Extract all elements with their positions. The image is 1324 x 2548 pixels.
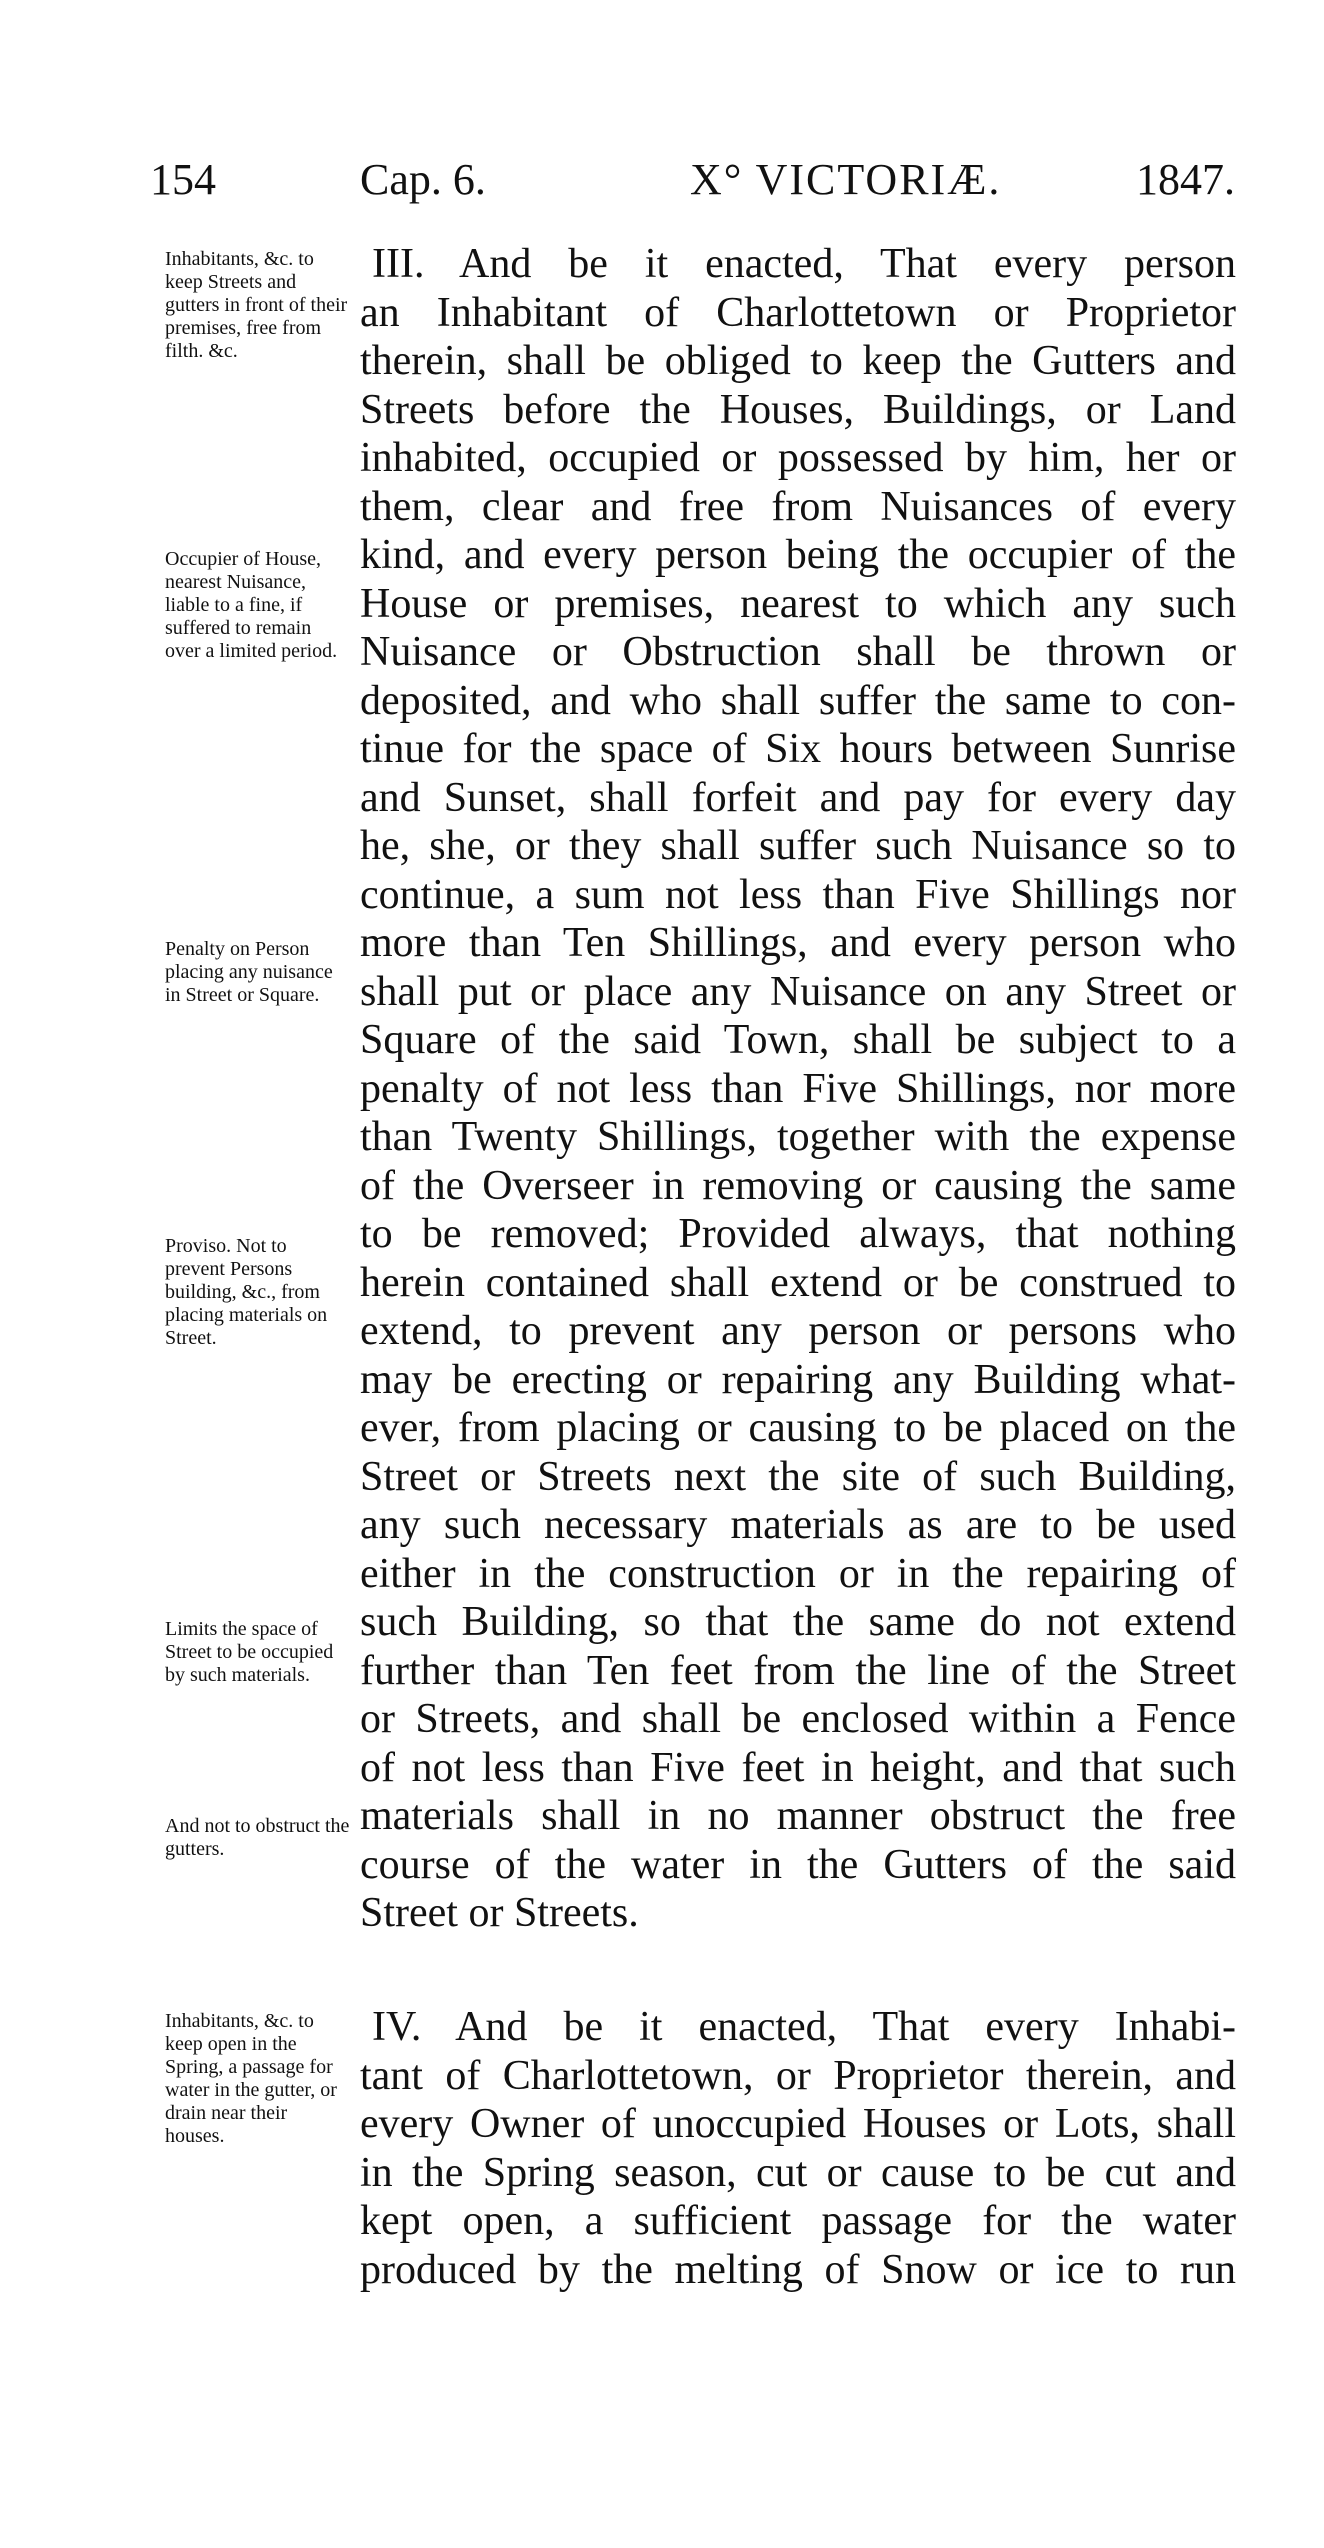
section-iv-text bbox=[360, 2003, 1236, 2294]
text-line: them, clear and free from Nuisances of every bbox=[360, 483, 1236, 530]
margin-note-penalty-nuisance: Penalty on Person placing any nuisance in Street or Square. bbox=[165, 938, 333, 1006]
section-iii-text bbox=[360, 240, 1236, 1938]
text-line: ever, from placing or causing to be placed on the bbox=[360, 1405, 1236, 1451]
header-title: X° VICTORIÆ. bbox=[690, 155, 1002, 204]
text-line: kept open, a sufficient passage for the water bbox=[360, 2198, 1236, 2244]
text-line: tinue for the space of Six hours between Sunrise bbox=[360, 726, 1236, 772]
text-line: more than Ten Shillings, and every person who bbox=[360, 920, 1236, 966]
text-line: he, she, or they shall suffer such Nuisance so to bbox=[360, 823, 1236, 869]
text-line: extend, to prevent any person or persons who bbox=[360, 1308, 1236, 1354]
text-line: Nuisance or Obstruction shall be thrown or bbox=[360, 629, 1236, 675]
text-line: Streets before the Houses, Buildings, or Land bbox=[360, 386, 1236, 433]
chapter-label: Cap. 6. bbox=[360, 155, 486, 204]
text-line: inhabited, occupied or possessed by him, her or bbox=[360, 435, 1236, 481]
text-line: shall put or place any Nuisance on any Street or bbox=[360, 968, 1236, 1015]
running-header bbox=[150, 150, 1235, 210]
text-line: Street or Streets next the site of such Building, bbox=[360, 1453, 1236, 1500]
text-line: continue, a sum not less than Five Shillings nor bbox=[360, 871, 1236, 918]
text-line: Square of the said Town, shall be subject to a bbox=[360, 1017, 1236, 1063]
margin-note-proviso-building: Proviso. Not to prevent Persons building, &c., from placing materials on Street. bbox=[165, 1235, 328, 1349]
text-line: or Streets, and shall be enclosed within a Fence bbox=[360, 1696, 1236, 1742]
text-line: materials shall in no manner obstruct the free bbox=[360, 1793, 1236, 1839]
text-line: penalty of not less than Five Shillings, nor more bbox=[360, 1065, 1236, 1112]
text-line: may be erecting or repairing any Building what- bbox=[360, 1356, 1236, 1403]
text-line: IV. And be it enacted, That every Inhabi- bbox=[372, 2004, 1236, 2050]
text-line: III. And be it enacted, That every person bbox=[372, 241, 1236, 287]
text-line: in the Spring season, cut or cause to be cut and bbox=[360, 2149, 1236, 2196]
margin-note-gutters: And not to obstruct the gutters. bbox=[165, 1815, 350, 1860]
text-line: than Twenty Shillings, together with the expense bbox=[360, 1114, 1236, 1160]
text-line: deposited, and who shall suffer the same to con- bbox=[360, 677, 1236, 724]
text-line: every Owner of unoccupied Houses or Lots, shall bbox=[360, 2101, 1236, 2147]
text-line: course of the water in the Gutters of the said bbox=[360, 1841, 1236, 1888]
text-line: therein, shall be obliged to keep the Gutters and bbox=[360, 338, 1236, 384]
text-line: herein contained shall extend or be construed to bbox=[360, 1259, 1236, 1306]
text-line: produced by the melting of Snow or ice to run bbox=[360, 2246, 1236, 2293]
text-line: such Building, so that the same do not extend bbox=[360, 1599, 1236, 1645]
text-line: to be removed; Provided always, that nothing bbox=[360, 1211, 1236, 1257]
margin-note-spring-passage: Inhabitants, &c. to keep open in the Spring, a passage for water in the gutter, or drain near their houses. bbox=[165, 2010, 337, 2147]
text-line: Street or Streets. bbox=[360, 1890, 639, 1936]
margin-note-limits-space: Limits the space of Street to be occupied by such materials. bbox=[165, 1618, 334, 1686]
text-line: kind, and every person being the occupier of the bbox=[360, 532, 1236, 578]
header-year: 1847. bbox=[1136, 155, 1235, 204]
text-line: of not less than Five feet in height, and that such bbox=[360, 1744, 1236, 1791]
text-line: an Inhabitant of Charlottetown or Proprietor bbox=[360, 289, 1236, 336]
text-line: of the Overseer in removing or causing the same bbox=[360, 1162, 1236, 1209]
text-line: and Sunset, shall forfeit and pay for every day bbox=[360, 774, 1236, 821]
page-number: 154 bbox=[150, 155, 216, 204]
text-line: House or premises, nearest to which any such bbox=[360, 580, 1236, 627]
text-line: further than Ten feet from the line of the Street bbox=[360, 1647, 1236, 1694]
text-line: any such necessary materials as are to be used bbox=[360, 1502, 1236, 1548]
text-line: tant of Charlottetown, or Proprietor therein, and bbox=[360, 2052, 1236, 2099]
text-line: either in the construction or in the repairing of bbox=[360, 1550, 1236, 1597]
margin-note-inhabitants-keep-streets: Inhabitants, &c. to keep Streets and gutters in front of their premises, free from filth. &c. bbox=[165, 248, 348, 362]
margin-note-occupier-liable: Occupier of House, nearest Nuisance, liable to a fine, if suffered to remain over a limited period. bbox=[165, 548, 338, 662]
